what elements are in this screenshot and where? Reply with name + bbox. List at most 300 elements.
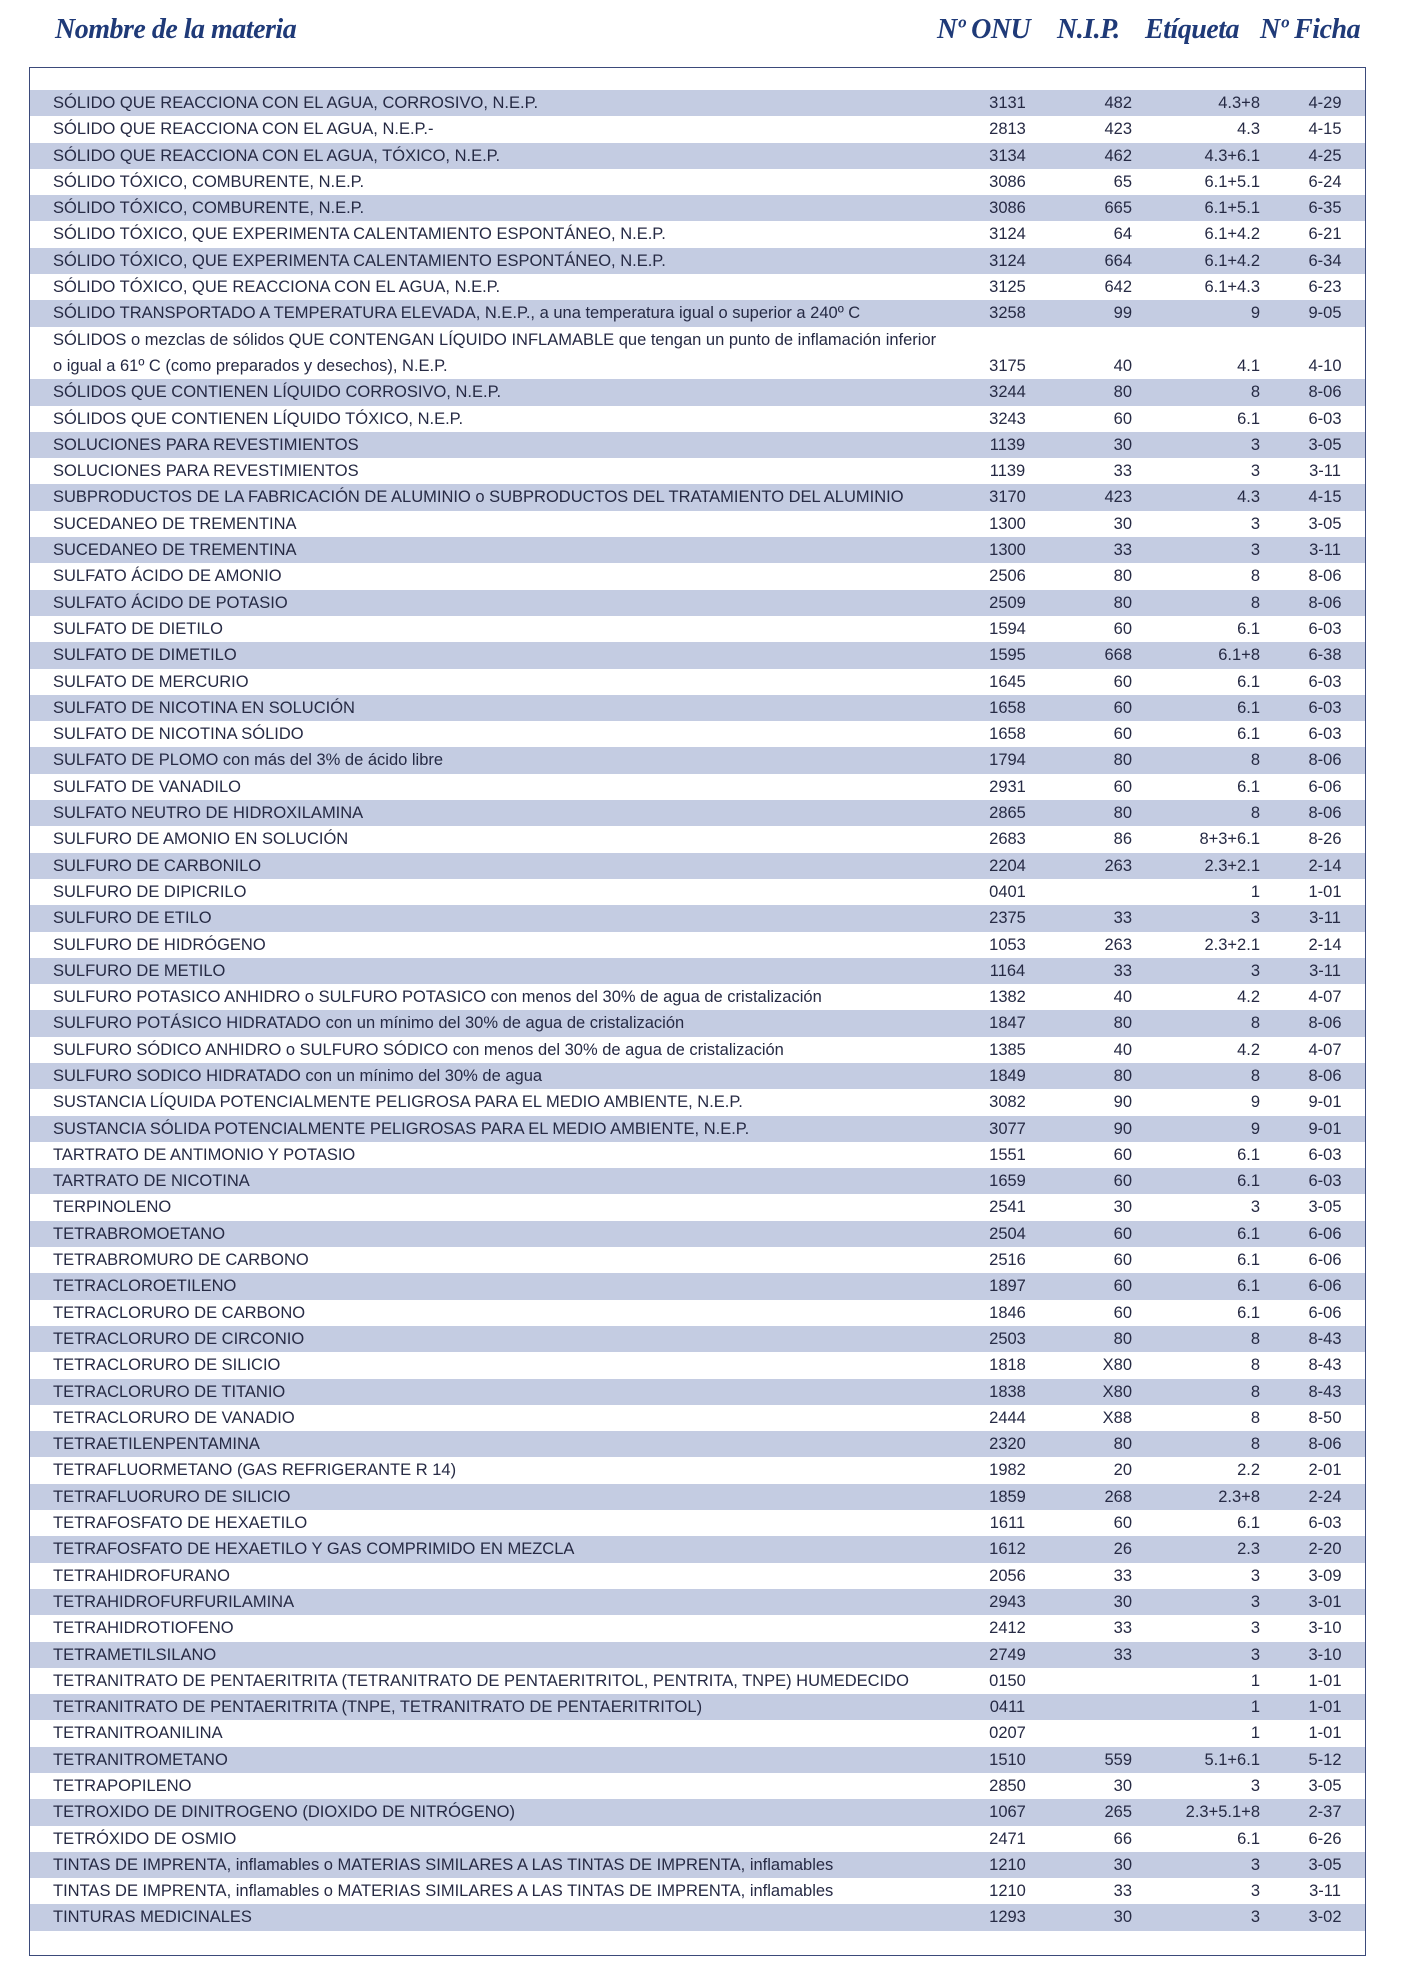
etiqueta-label: 9 [1250, 1119, 1260, 1138]
etiqueta-label: 6.1 [1237, 777, 1260, 796]
nip-code: 80 [1113, 383, 1132, 402]
etiqueta-label: 3 [1250, 1619, 1260, 1638]
materia-name [53, 1563, 230, 1589]
materia-name [53, 984, 822, 1010]
materia-name [53, 327, 936, 380]
nip-code: 263 [1104, 935, 1132, 954]
onu-number: 0207 [989, 1724, 1026, 1743]
materia-name-line: TINTURAS MEDICINALES [53, 1908, 252, 1927]
materia-name [53, 563, 282, 589]
materia-name-line: SULFURO DE ETILO [53, 909, 212, 928]
table-row [30, 1194, 1365, 1220]
etiqueta-label: 6.1 [1237, 1251, 1260, 1270]
nip-code: 33 [1113, 1619, 1132, 1638]
onu-number: 1139 [989, 462, 1026, 481]
ficha-number: 2-37 [1308, 1803, 1342, 1822]
onu-number: 1510 [989, 1750, 1026, 1769]
materia-name-line: TETRACLORURO DE TITANIO [53, 1382, 286, 1401]
etiqueta-label: 3 [1250, 1198, 1260, 1217]
table-row [30, 300, 1365, 326]
table-row [30, 695, 1365, 721]
ficha-number: 6-03 [1308, 725, 1342, 744]
materia-name-line: SULFATO DE NICOTINA EN SOLUCIÓN [53, 698, 355, 717]
materia-name-line: SULFATO DE NICOTINA SÓLIDO [53, 725, 304, 744]
materia-name [53, 695, 355, 721]
etiqueta-label: 8 [1250, 383, 1260, 402]
etiqueta-label: 6.1 [1237, 409, 1260, 428]
table-row [30, 984, 1365, 1010]
table-row [30, 563, 1365, 589]
onu-number: 1594 [989, 619, 1026, 638]
table-row [30, 826, 1365, 852]
nip-code: 482 [1104, 94, 1132, 112]
ficha-number: 6-03 [1308, 1145, 1342, 1164]
materia-name [53, 1379, 285, 1405]
onu-number: 3258 [989, 304, 1026, 323]
column-header-nip: N.I.P. [1057, 14, 1120, 45]
column-header-etiqueta: Etíqueta [1145, 14, 1240, 45]
etiqueta-label: 1 [1250, 1724, 1260, 1743]
ficha-number: 8-06 [1308, 1066, 1342, 1085]
materia-name [53, 905, 212, 931]
materia-name [53, 1116, 749, 1142]
nip-code: 33 [1113, 1645, 1132, 1664]
ficha-number: 6-35 [1308, 199, 1342, 218]
etiqueta-label: 8 [1250, 751, 1260, 770]
materia-name-line: o igual a 61º C (como preparados y desechos), N.E.P. [53, 356, 448, 375]
materia-name [53, 1773, 191, 1799]
table-row [30, 905, 1365, 931]
etiqueta-label: 3 [1250, 1855, 1260, 1874]
nip-code: 90 [1113, 1119, 1132, 1138]
nip-code: 33 [1113, 961, 1132, 980]
materia-name [53, 458, 359, 484]
onu-number: 2471 [989, 1829, 1026, 1848]
nip-code: 263 [1104, 856, 1132, 875]
table-row [30, 1589, 1365, 1615]
ficha-number: 6-21 [1308, 225, 1342, 244]
etiqueta-label: 3 [1250, 435, 1260, 454]
onu-number: 1611 [989, 1514, 1026, 1533]
table-row [30, 642, 1365, 668]
onu-number: 2056 [989, 1566, 1026, 1585]
ficha-number: 1-01 [1308, 1671, 1342, 1690]
nip-code: 60 [1113, 619, 1132, 638]
onu-number: 3244 [989, 383, 1026, 402]
onu-number: 2541 [989, 1198, 1026, 1217]
onu-number: 3086 [989, 199, 1026, 218]
materia-name-line: SULFATO DE MERCURIO [53, 672, 249, 691]
ficha-number: 6-38 [1308, 646, 1342, 665]
materia-name [53, 221, 666, 247]
nip-code: 60 [1113, 409, 1132, 428]
materia-name [53, 1457, 456, 1483]
materia-name-line: SULFATO NEUTRO DE HIDROXILAMINA [53, 804, 364, 823]
table-row [30, 116, 1365, 142]
ficha-number: 8-43 [1308, 1329, 1342, 1348]
nip-code: X80 [1102, 1382, 1132, 1401]
materia-name-line: SOLUCIONES PARA REVESTIMIENTOS [53, 462, 359, 481]
materia-name [53, 1694, 702, 1720]
materia-name-line: SÓLIDO TÓXICO, COMBURENTE, N.E.P. [53, 172, 365, 191]
etiqueta-label: 8 [1250, 1408, 1260, 1427]
table-header [0, 6, 1408, 56]
nip-code: 60 [1113, 725, 1132, 744]
etiqueta-label: 8 [1250, 1066, 1260, 1085]
nip-code: 642 [1104, 278, 1132, 297]
onu-number: 3124 [989, 251, 1026, 270]
table-row [30, 458, 1365, 484]
materia-name-line: TINTAS DE IMPRENTA, inflamables o MATERIAS SIMILARES A LAS TINTAS DE IMPRENTA, inflamables [53, 1855, 834, 1874]
etiqueta-label: 6.1 [1237, 1277, 1260, 1296]
ficha-number: 6-06 [1308, 1224, 1342, 1243]
nip-code: 30 [1113, 1592, 1132, 1611]
table-body [30, 90, 1365, 1931]
materia-name [53, 1063, 542, 1089]
etiqueta-label: 1 [1250, 1671, 1260, 1690]
materia-name-line: TETRAMETILSILANO [53, 1645, 217, 1664]
materia-name-line: SULFURO DE AMONIO EN SOLUCIÓN [53, 830, 349, 849]
table-row [30, 1773, 1365, 1799]
table-row [30, 1037, 1365, 1063]
materia-name-line: SUSTANCIA LÍQUIDA POTENCIALMENTE PELIGROSA PARA EL MEDIO AMBIENTE, N.E.P. [53, 1093, 743, 1112]
nip-code: 60 [1113, 777, 1132, 796]
materia-name [53, 1852, 833, 1878]
materia-name [53, 1089, 743, 1115]
onu-number: 2749 [989, 1645, 1026, 1664]
table-row [30, 1273, 1365, 1299]
materia-name-line: TETRACLORURO DE VANADIO [53, 1408, 295, 1427]
etiqueta-label: 8 [1250, 1014, 1260, 1033]
onu-number: 2683 [989, 830, 1026, 849]
onu-number: 2412 [989, 1619, 1026, 1638]
table-row [30, 1352, 1365, 1378]
materia-name [53, 1010, 684, 1036]
table-row [30, 1668, 1365, 1694]
ficha-number: 8-06 [1308, 567, 1342, 586]
nip-code: 33 [1113, 909, 1132, 928]
materia-name [53, 774, 241, 800]
etiqueta-label: 2.3 [1237, 1540, 1260, 1559]
table-row [30, 221, 1365, 247]
etiqueta-label: 3 [1250, 514, 1260, 533]
table-row [30, 1484, 1365, 1510]
materia-name-line: TETRABROMOETANO [53, 1224, 226, 1243]
materia-name [53, 1221, 225, 1247]
table-row [30, 1247, 1365, 1273]
ficha-number: 9-05 [1308, 304, 1342, 323]
nip-code: 664 [1104, 251, 1132, 270]
ficha-number: 6-06 [1308, 1251, 1342, 1270]
nip-code: 30 [1113, 1777, 1132, 1795]
nip-code: X80 [1102, 1356, 1132, 1375]
etiqueta-label: 3 [1250, 462, 1260, 481]
etiqueta-label: 6.1 [1237, 619, 1260, 638]
materia-name-line: SÓLIDO QUE REACCIONA CON EL AGUA, TÓXICO, N.E.P. [53, 146, 501, 165]
materia-name [53, 406, 463, 432]
materia-name [53, 116, 434, 142]
etiqueta-label: 6.1+4.2 [1204, 225, 1260, 244]
etiqueta-label: 6.1 [1237, 1224, 1260, 1243]
materia-name-line: SÓLIDO TÓXICO, QUE EXPERIMENTA CALENTAMIENTO ESPONTÁNEO, N.E.P. [53, 251, 666, 270]
onu-number: 0401 [989, 882, 1026, 901]
ficha-number: 4-15 [1308, 120, 1342, 139]
table-row [30, 721, 1365, 747]
etiqueta-label: 4.3 [1237, 488, 1260, 507]
etiqueta-label: 2.3+2.1 [1204, 935, 1260, 954]
onu-number: 3134 [989, 146, 1026, 165]
materia-name-line: SÓLIDO TÓXICO, COMBURENTE, N.E.P. [53, 199, 365, 218]
etiqueta-label: 4.3+6.1 [1204, 146, 1260, 165]
ficha-number: 8-06 [1308, 751, 1342, 770]
ficha-number: 6-06 [1308, 1303, 1342, 1322]
nip-code: 60 [1113, 1277, 1132, 1296]
ficha-number: 8-50 [1308, 1408, 1342, 1427]
etiqueta-label: 8 [1250, 1382, 1260, 1401]
table-row [30, 853, 1365, 879]
ficha-number: 2-24 [1308, 1487, 1342, 1506]
materia-name [53, 826, 348, 852]
materia-name [53, 1589, 294, 1615]
table-row [30, 669, 1365, 695]
materia-name [53, 1668, 909, 1694]
ficha-number: 1-01 [1308, 882, 1342, 901]
ficha-number: 4-10 [1308, 356, 1342, 375]
nip-code: 668 [1104, 646, 1132, 665]
table-row [30, 932, 1365, 958]
ficha-number: 3-11 [1309, 961, 1341, 980]
onu-number: 1139 [989, 435, 1026, 454]
ficha-number: 6-23 [1308, 278, 1342, 297]
nip-code: 80 [1113, 1014, 1132, 1033]
column-header-name: Nombre de la materia [55, 14, 297, 45]
onu-number: 1982 [989, 1461, 1026, 1480]
table-row [30, 1904, 1365, 1930]
etiqueta-label: 6.1 [1237, 1514, 1260, 1533]
onu-number: 1293 [989, 1908, 1026, 1927]
onu-number: 2320 [989, 1435, 1026, 1454]
nip-code: 40 [1113, 356, 1132, 375]
nip-code: 33 [1113, 1882, 1132, 1901]
onu-number: 1659 [989, 1172, 1026, 1191]
materia-name [53, 1273, 236, 1299]
materia-name-line: TETRANITROANILINA [53, 1724, 223, 1743]
materia-name-line: TETRACLORURO DE CARBONO [53, 1303, 306, 1322]
table-row [30, 800, 1365, 826]
nip-code: 60 [1113, 698, 1132, 717]
etiqueta-label: 3 [1250, 541, 1260, 560]
onu-number: 3077 [989, 1119, 1026, 1138]
materia-name-line: SULFATO DE PLOMO con más del 3% de ácido libre [53, 751, 444, 770]
table-row [30, 90, 1365, 116]
onu-number: 3170 [989, 488, 1026, 507]
etiqueta-label: 8 [1250, 1435, 1260, 1454]
table-row [30, 432, 1365, 458]
ficha-number: 8-06 [1308, 383, 1342, 402]
materia-name-line: SÓLIDO TÓXICO, QUE EXPERIMENTA CALENTAMIENTO ESPONTÁNEO, N.E.P. [53, 225, 666, 244]
ficha-number: 6-06 [1308, 1277, 1342, 1296]
table-row [30, 484, 1365, 510]
onu-number: 3124 [989, 225, 1026, 244]
materia-name-line: TETRANITROMETANO [53, 1750, 228, 1769]
onu-number: 3125 [989, 278, 1026, 297]
ficha-number: 8-06 [1308, 1435, 1342, 1454]
nip-code: 40 [1113, 1040, 1132, 1059]
etiqueta-label: 6.1+5.1 [1204, 199, 1260, 218]
materia-name [53, 432, 359, 458]
etiqueta-label: 8 [1250, 593, 1260, 612]
ficha-number: 3-05 [1308, 1777, 1342, 1795]
nip-code: 64 [1113, 225, 1132, 244]
materia-name [53, 1615, 234, 1641]
materia-name-line: SOLUCIONES PARA REVESTIMIENTOS [53, 435, 359, 454]
ficha-number: 6-06 [1308, 777, 1342, 796]
nip-code: 40 [1113, 988, 1132, 1007]
materia-name-line: SULFURO DE CARBONILO [53, 856, 262, 875]
table-row [30, 1457, 1365, 1483]
materia-name-line: TETRAFOSFATO DE HEXAETILO [53, 1514, 308, 1533]
etiqueta-label: 8 [1250, 1356, 1260, 1375]
materia-name-line: TINTAS DE IMPRENTA, inflamables o MATERIAS SIMILARES A LAS TINTAS DE IMPRENTA, inflamables [53, 1882, 834, 1901]
materia-name-line: TETRÓXIDO DE OSMIO [53, 1829, 237, 1848]
etiqueta-label: 8 [1250, 804, 1260, 823]
materia-name-line: TARTRATO DE NICOTINA [53, 1172, 250, 1191]
table-row [30, 195, 1365, 221]
nip-code: 665 [1104, 199, 1132, 218]
etiqueta-label: 1 [1250, 1698, 1260, 1717]
materia-name [53, 300, 860, 326]
onu-number: 1838 [989, 1382, 1026, 1401]
ficha-number: 5-12 [1308, 1750, 1342, 1769]
materia-name [53, 537, 297, 563]
materia-name-line: SULFURO DE HIDRÓGENO [53, 935, 266, 954]
etiqueta-label: 2.3+2.1 [1204, 856, 1260, 875]
onu-number: 1859 [989, 1487, 1026, 1506]
table-row [30, 1720, 1365, 1746]
materia-name [53, 1431, 260, 1457]
materia-name [53, 1799, 515, 1825]
materia-name [53, 1352, 280, 1378]
nip-code: 462 [1104, 146, 1132, 165]
column-header-ficha: Nº Ficha [1260, 14, 1361, 45]
materia-name [53, 800, 363, 826]
materia-name-line: SUBPRODUCTOS DE LA FABRICACIÓN DE ALUMINIO o SUBPRODUCTOS DEL TRATAMIENTO DEL ALUMINIO [53, 488, 904, 507]
onu-number: 0411 [989, 1698, 1026, 1717]
onu-number: 2504 [989, 1224, 1026, 1243]
materia-name [53, 616, 223, 642]
materia-name-line: SÓLIDO TÓXICO, QUE REACCIONA CON EL AGUA, N.E.P. [53, 278, 501, 297]
table-row [30, 169, 1365, 195]
materia-name-line: SUCEDANEO DE TREMENTINA [53, 514, 297, 533]
onu-number: 1846 [989, 1303, 1026, 1322]
materia-name-line: TETRAHIDROFURFURILAMINA [53, 1592, 295, 1611]
materia-name [53, 484, 904, 510]
table-row [30, 1852, 1365, 1878]
etiqueta-label: 6.1+4.3 [1204, 278, 1260, 297]
materia-name-line: TETROXIDO DE DINITROGENO (DIOXIDO DE NITRÓGENO) [53, 1803, 516, 1822]
ficha-number: 9-01 [1308, 1119, 1342, 1138]
materia-name [53, 1484, 290, 1510]
materia-name-line: TARTRATO DE ANTIMONIO Y POTASIO [53, 1145, 356, 1164]
table-row [30, 1142, 1365, 1168]
table-row [30, 143, 1365, 169]
column-header-onu: Nº ONU [937, 14, 1031, 45]
table-row [30, 1405, 1365, 1431]
ficha-number: 4-07 [1308, 1040, 1342, 1059]
materia-name [53, 1878, 833, 1904]
table-row [30, 274, 1365, 300]
ficha-number: 6-24 [1308, 172, 1342, 191]
nip-code: 423 [1104, 488, 1132, 507]
onu-number: 1847 [989, 1014, 1026, 1033]
onu-number: 2506 [989, 567, 1026, 586]
table-row [30, 1379, 1365, 1405]
etiqueta-label: 3 [1250, 1908, 1260, 1927]
materia-name [53, 195, 364, 221]
materia-name [53, 932, 266, 958]
nip-code: 559 [1104, 1750, 1132, 1769]
table-row [30, 1642, 1365, 1668]
ficha-number: 3-11 [1309, 1882, 1341, 1901]
table-row [30, 1326, 1365, 1352]
ficha-number: 6-03 [1308, 1172, 1342, 1191]
materia-name-line: SÓLIDO TRANSPORTADO A TEMPERATURA ELEVADA, N.E.P., a una temperatura igual o superior a 240º C [53, 304, 861, 323]
materia-name [53, 1826, 236, 1852]
materia-name-line: TETRANITRATO DE PENTAERITRITA (TETRANITRATO DE PENTAERITRITOL, PENTRITA, TNPE) HUMEDECIDO [53, 1671, 909, 1690]
materia-name [53, 274, 500, 300]
table-row [30, 1536, 1365, 1562]
nip-code: 90 [1113, 1093, 1132, 1112]
etiqueta-label: 2.2 [1237, 1461, 1260, 1480]
ficha-number: 2-20 [1308, 1540, 1342, 1559]
table-row [30, 1300, 1365, 1326]
ficha-number: 6-26 [1308, 1829, 1342, 1848]
ficha-number: 6-03 [1308, 1514, 1342, 1533]
etiqueta-label: 3 [1250, 909, 1260, 928]
onu-number: 1897 [989, 1277, 1026, 1296]
onu-number: 3131 [989, 94, 1026, 112]
nip-code: 30 [1113, 514, 1132, 533]
materia-name-line: SÓLIDOS QUE CONTIENEN LÍQUIDO CORROSIVO, N.E.P. [53, 383, 502, 402]
etiqueta-label: 6.1 [1237, 725, 1260, 744]
table-row [30, 1431, 1365, 1457]
materia-name-line: SULFATO DE VANADILO [53, 777, 241, 796]
etiqueta-label: 6.1 [1237, 672, 1260, 691]
ficha-number: 4-07 [1308, 988, 1342, 1007]
onu-number: 1382 [989, 988, 1026, 1007]
etiqueta-label: 3 [1250, 1777, 1260, 1795]
materia-name-line: TETRAFOSFATO DE HEXAETILO Y GAS COMPRIMIDO EN MEZCLA [53, 1540, 575, 1559]
table-row [30, 1221, 1365, 1247]
materia-name [53, 1168, 250, 1194]
ficha-number: 2-01 [1308, 1461, 1342, 1480]
table-row [30, 327, 1365, 380]
materia-name [53, 1037, 784, 1063]
etiqueta-label: 3 [1250, 1882, 1260, 1901]
table-row [30, 1089, 1365, 1115]
etiqueta-label: 2.3+8 [1218, 1487, 1260, 1506]
materia-name-line: SÓLIDO QUE REACCIONA CON EL AGUA, N.E.P.- [53, 120, 434, 139]
nip-code: 26 [1113, 1540, 1132, 1559]
onu-number: 2943 [989, 1592, 1026, 1611]
materia-name [53, 1326, 304, 1352]
materia-name-line: SULFURO SODICO HIDRATADO con un mínimo del 30% de agua [53, 1066, 543, 1085]
materia-name-line: TETRABROMURO DE CARBONO [53, 1251, 309, 1270]
table-row [30, 1615, 1365, 1641]
materia-name-line: SUSTANCIA SÓLIDA POTENCIALMENTE PELIGROSAS PARA EL MEDIO AMBIENTE, N.E.P. [53, 1119, 750, 1138]
materia-name-line: SUCEDANEO DE TREMENTINA [53, 541, 297, 560]
materia-name-line: TETRAFLUORMETANO (GAS REFRIGERANTE R 14) [53, 1461, 457, 1480]
